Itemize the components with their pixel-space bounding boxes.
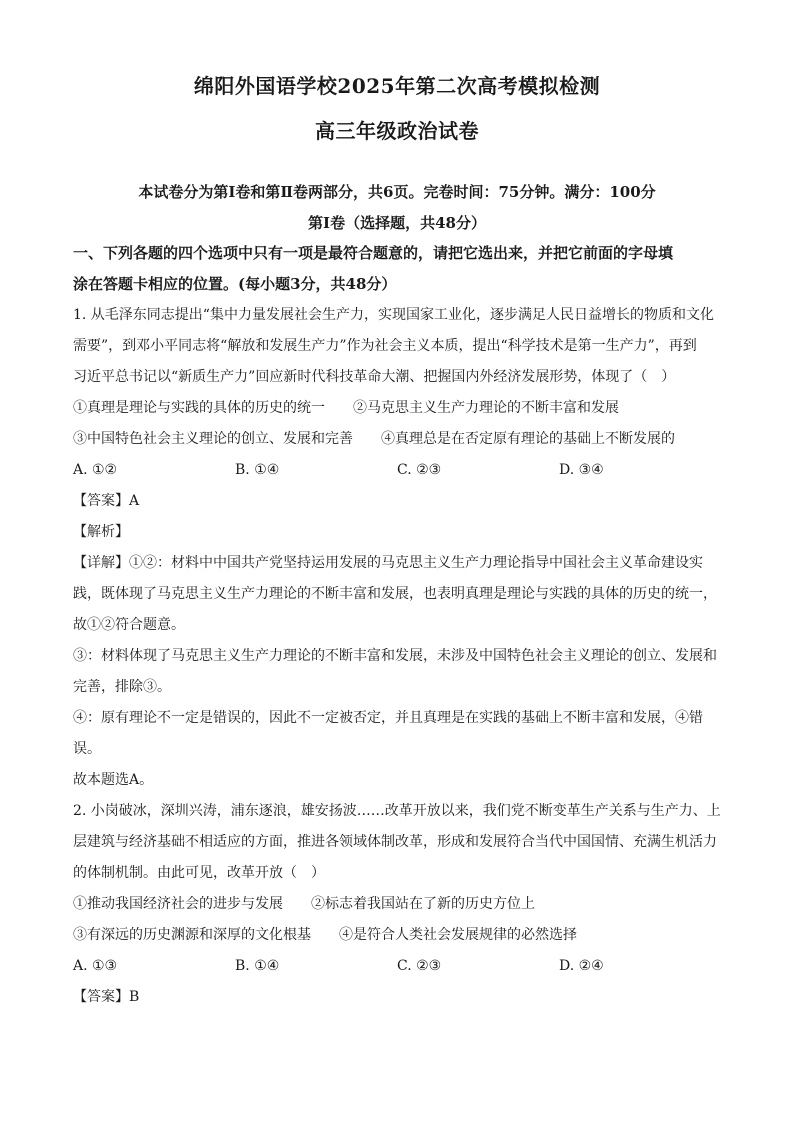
q2-statement: ①推动我国经济社会的进步与发展 ②标志着我国站在了新的历史方位上 bbox=[73, 896, 535, 912]
q2-option-c: C. ②③ bbox=[397, 958, 442, 974]
q1-detail-line: 践，既体现了马克思主义生产力理论的不断丰富和发展，也表明真理是理论与实践的具体的历史的统一， bbox=[73, 586, 717, 602]
q1-statement: ①真理是理论与实践的具体的历史的统一 ②马克思主义生产力理论的不断丰富和发展 bbox=[73, 400, 619, 416]
q1-stem-line: 习近平总书记以“新质生产力”回应新时代科技革命大潮、把握国内外经济发展形势，体现了（ ） bbox=[73, 369, 676, 385]
q1-detail-line: 故本题选A。 bbox=[73, 772, 154, 788]
q1-statement: ③中国特色社会主义理论的创立、发展和完善 ④真理总是在否定原有理论的基础上不断发展的 bbox=[73, 431, 675, 447]
q2-option-a: A. ①③ bbox=[73, 958, 118, 974]
q1-detail-line: 误。 bbox=[73, 741, 101, 757]
section-instruction-line-1: 一、下列各题的四个选项中只有一项是最符合题意的，请把它选出来，并把它前面的字母填 bbox=[73, 244, 674, 262]
q1-detail-line: 故①②符合题意。 bbox=[73, 617, 185, 633]
q1-answer: 【答案】A bbox=[73, 493, 140, 509]
q1-analysis-label: 【解析】 bbox=[73, 524, 129, 540]
q1-option-c: C. ②③ bbox=[397, 462, 442, 478]
question-content bbox=[73, 238, 721, 1013]
q1-detail-line: ④：原有理论不一定是错误的，因此不一定被否定，并且真理是在实践的基础上不断丰富和发展，④错 bbox=[73, 710, 703, 726]
q1-detail-line: 【详解】①②：材料中中国共产党坚持运用发展的马克思主义生产力理论指导中国社会主义革命建设实 bbox=[73, 555, 703, 571]
section-instruction-line-2: 涂在答题卡相应的位置。(每小题3分，共48分） bbox=[73, 275, 397, 293]
exam-title: 绵阳外国语学校2025年第二次高考模拟检测 bbox=[193, 74, 601, 98]
q1-stem-line: 1. 从毛泽东同志提出“集中力量发展社会生产力，实现国家工业化，逐步满足人民日益增长的物质和文化 bbox=[73, 307, 714, 323]
question-1 bbox=[73, 300, 721, 796]
part-one-heading: 第Ⅰ卷（选择题，共48分） bbox=[308, 214, 486, 232]
q2-statement: ③有深远的历史渊源和深厚的文化根基 ④是符合人类社会发展规律的必然选择 bbox=[73, 927, 577, 943]
exam-subtitle: 高三年级政治试卷 bbox=[315, 119, 479, 143]
q1-detail-line: 完善，排除③。 bbox=[73, 679, 171, 695]
q2-stem-line: 层建筑与经济基础不相适应的方面，推进各领域体制改革，形成和发展符合当代中国国情、充满生机活力 bbox=[73, 834, 717, 850]
q1-option-d: D. ③④ bbox=[559, 462, 604, 478]
exam-instructions: 本试卷分为第Ⅰ卷和第Ⅱ卷两部分，共6页。完卷时间：75分钟。满分：100分 bbox=[138, 183, 656, 201]
q2-option-b: B. ①④ bbox=[235, 958, 280, 974]
question-2 bbox=[73, 796, 721, 1013]
q2-stem-line: 的体制机制。由此可见，改革开放（ ） bbox=[73, 865, 325, 881]
q1-detail-line: ③：材料体现了马克思主义生产力理论的不断丰富和发展，未涉及中国特色社会主义理论的创立、发展和 bbox=[73, 648, 717, 664]
q2-answer: 【答案】B bbox=[73, 989, 140, 1005]
q1-options bbox=[73, 455, 721, 486]
q1-option-a: A. ①② bbox=[73, 462, 118, 478]
q2-options bbox=[73, 951, 721, 982]
q1-option-b: B. ①④ bbox=[235, 462, 280, 478]
q2-stem-line: 2. 小岗破冰，深圳兴涛，浦东逐浪，雄安扬波……改革开放以来，我们党不断变革生产关系与生产力、上 bbox=[73, 803, 721, 819]
q1-stem-line: 需要”，到邓小平同志将“解放和发展生产力”作为社会主义本质，提出“科学技术是第一生产力”，再到 bbox=[73, 338, 697, 354]
q2-option-d: D. ②④ bbox=[559, 958, 604, 974]
